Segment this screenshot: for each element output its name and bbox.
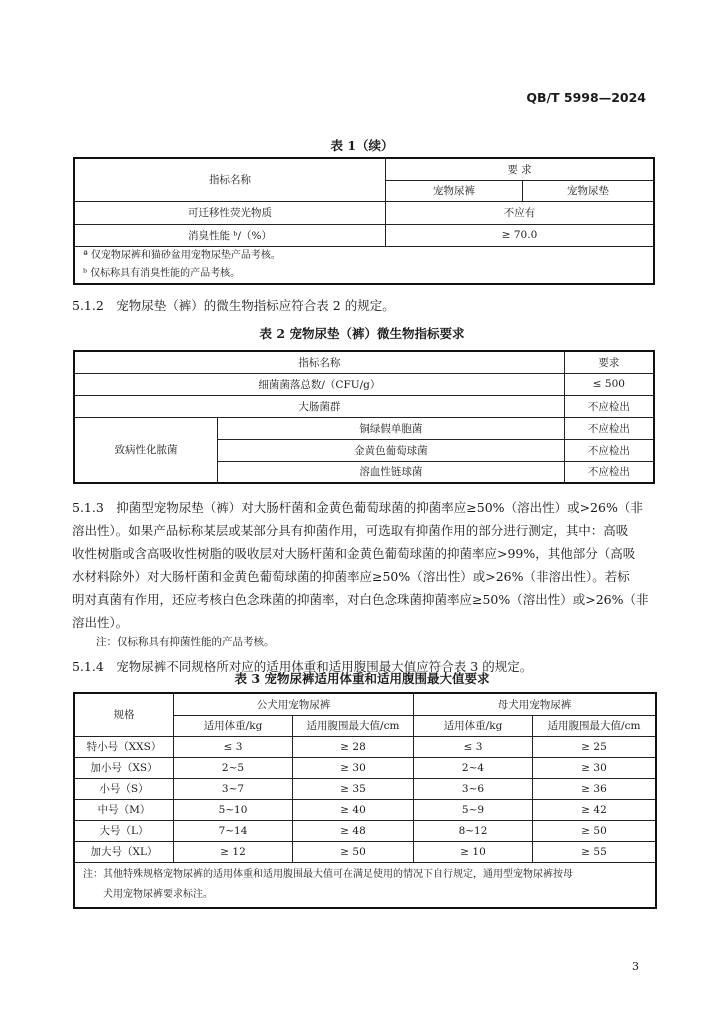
table3-male-weight: 5~10 <box>174 799 293 820</box>
table3-female-waist: ≥ 50 <box>533 820 657 841</box>
table3-header-spec: 规格 <box>74 693 174 736</box>
table3-male-waist: ≥ 30 <box>293 757 414 778</box>
table2-row-name: 细菌菌落总数/（CFU/g） <box>74 373 564 395</box>
table2-header-name: 指标名称 <box>74 351 564 373</box>
table1-row-name: 消臭性能 ᵇ/（%） <box>74 224 386 246</box>
table3-note-line: 犬用宠物尿裤要求标注。 <box>103 888 213 900</box>
table3-sub-waist: 适用腹围最大值/cm <box>293 715 414 736</box>
clause-5-1-2: 5.1.2 宠物尿垫（裤）的微生物指标应符合表 2 的规定。 <box>72 298 395 313</box>
table2-subrow-value: 不应检出 <box>564 461 654 483</box>
table3-female-waist: ≥ 42 <box>533 799 657 820</box>
table3-male-weight: 7~14 <box>174 820 293 841</box>
table3-female-weight: 3~6 <box>414 778 533 799</box>
table1-header-name: 指标名称 <box>74 158 386 201</box>
table3-spec: 大号（L） <box>74 820 174 841</box>
table3-male-weight: 3~7 <box>174 778 293 799</box>
table3-spec: 特小号（XXS） <box>74 736 174 757</box>
clause-5-1-3-line: 水材料除外）对大肠杆菌和金黄色葡萄球菌的抑菌率应≥50%（溶出性）或>26%（非溶出性）。若标 <box>72 569 630 584</box>
table3-female-weight: 5~9 <box>414 799 533 820</box>
clause-5-1-3-line: 明对真菌有作用，还应考核白色念珠菌的抑菌率，对白色念珠菌抑菌率应≥50%（溶出性）或>26%（非 <box>72 592 649 607</box>
table2-header-req: 要求 <box>564 351 654 373</box>
table2-subrow-name: 铜绿假单胞菌 <box>218 417 565 439</box>
table2-subrow-value: 不应检出 <box>564 439 654 461</box>
table3-female-weight: ≤ 3 <box>414 736 533 757</box>
table3-female-waist: ≥ 55 <box>533 841 657 862</box>
table3-female-weight: 8~12 <box>414 820 533 841</box>
table3-title: 表 3 宠物尿裤适用体重和适用腹围最大值要求 <box>234 671 490 686</box>
table2-subrow-name: 溶血性链球菌 <box>218 461 565 483</box>
table3-female-waist: ≥ 36 <box>533 778 657 799</box>
table2-row-value: ≤ 500 <box>564 373 654 395</box>
table3-male-waist: ≥ 48 <box>293 820 414 841</box>
clause-5-1-3-line: 收性树脂或含高吸收性树脂的吸收层对大肠杆菌和金黄色葡萄球菌的抑菌率应>99%，其他部分（高吸 <box>72 546 636 561</box>
table3-sub-weight: 适用体重/kg <box>414 715 533 736</box>
table2-group-label: 致病性化脓菌 <box>74 417 218 483</box>
table3-male-waist: ≥ 40 <box>293 799 414 820</box>
table3-note <box>74 862 656 908</box>
clause-5-1-3 <box>72 496 654 634</box>
table2 <box>73 350 655 484</box>
table3-male-weight: ≤ 3 <box>174 736 293 757</box>
table3-header-male: 公犬用宠物尿裤 <box>174 693 414 715</box>
clause-5-1-3-line: 溶出性）。 <box>72 615 129 630</box>
table1-row-name: 可迁移性荧光物质 <box>74 201 386 224</box>
clause-5-1-4: 5.1.4 宠物尿裤不同规格所对应的适用体重和适用腹围最大值应符合表 3 的规定。 <box>72 659 533 674</box>
table3-female-waist: ≥ 25 <box>533 736 657 757</box>
clause-5-1-3-line: 5.1.3 抑菌型宠物尿垫（裤）对大肠杆菌和金黄色葡萄球菌的抑菌率应≥50%（溶出性）或>26%（非 <box>72 500 643 515</box>
table3-spec: 中号（M） <box>74 799 174 820</box>
table3-sub-waist: 适用腹围最大值/cm <box>533 715 657 736</box>
table1-note: ᵇ 仅标称具有消臭性能的产品考核。 <box>83 267 241 279</box>
table1-header-req: 要 求 <box>386 158 655 180</box>
table2-caption: 表 2 宠物尿垫（裤）微生物指标要求 <box>259 326 465 341</box>
table3-spec: 加小号（XS） <box>74 757 174 778</box>
table1-notes <box>74 246 654 284</box>
table3-female-weight: 2~4 <box>414 757 533 778</box>
table2-row-name: 大肠菌群 <box>74 395 564 417</box>
table3-female-weight: ≥ 10 <box>414 841 533 862</box>
table3-male-weight: ≥ 12 <box>174 841 293 862</box>
table3 <box>73 692 657 909</box>
table3-note-line: 注：其他特殊规格宠物尿裤的适用体重和适用腹围最大值可在满足使用的情况下自行规定，通用型宠物尿裤按母 <box>83 868 573 880</box>
table3-male-waist: ≥ 28 <box>293 736 414 757</box>
table3-female-waist: ≥ 30 <box>533 757 657 778</box>
table1-note: ª 仅宠物尿裤和猫砂盆用宠物尿垫产品考核。 <box>83 249 281 261</box>
table1 <box>73 157 655 285</box>
standard-number: QB/T 5998—2024 <box>526 90 646 105</box>
table2-subrow-value: 不应检出 <box>564 417 654 439</box>
table2-row-value: 不应检出 <box>564 395 654 417</box>
table2-subrow-name: 金黄色葡萄球菌 <box>218 439 565 461</box>
table1-sub-pad: 宠物尿垫 <box>523 180 655 201</box>
table1-caption: 表 1（续） <box>330 138 394 153</box>
page-number: 3 <box>632 960 639 973</box>
table3-spec: 加大号（XL） <box>74 841 174 862</box>
clause-5-1-3-line: 溶出性）。如果产品标称某层或某部分具有抑菌作用，可选取有抑菌作用的部分进行测定，其中：高吸 <box>72 523 629 538</box>
table3-male-weight: 2~5 <box>174 757 293 778</box>
table1-row-value: 不应有 <box>386 201 655 224</box>
table3-male-waist: ≥ 50 <box>293 841 414 862</box>
table1-row-value: ≥ 70.0 <box>386 224 655 246</box>
table3-male-waist: ≥ 35 <box>293 778 414 799</box>
table3-spec: 小号（S） <box>74 778 174 799</box>
table3-sub-weight: 适用体重/kg <box>174 715 293 736</box>
table1-sub-diaper: 宠物尿裤 <box>386 180 523 201</box>
clause-5-1-3-note: 注：仅标称具有抑菌性能的产品考核。 <box>96 636 275 648</box>
table3-header-female: 母犬用宠物尿裤 <box>414 693 657 715</box>
